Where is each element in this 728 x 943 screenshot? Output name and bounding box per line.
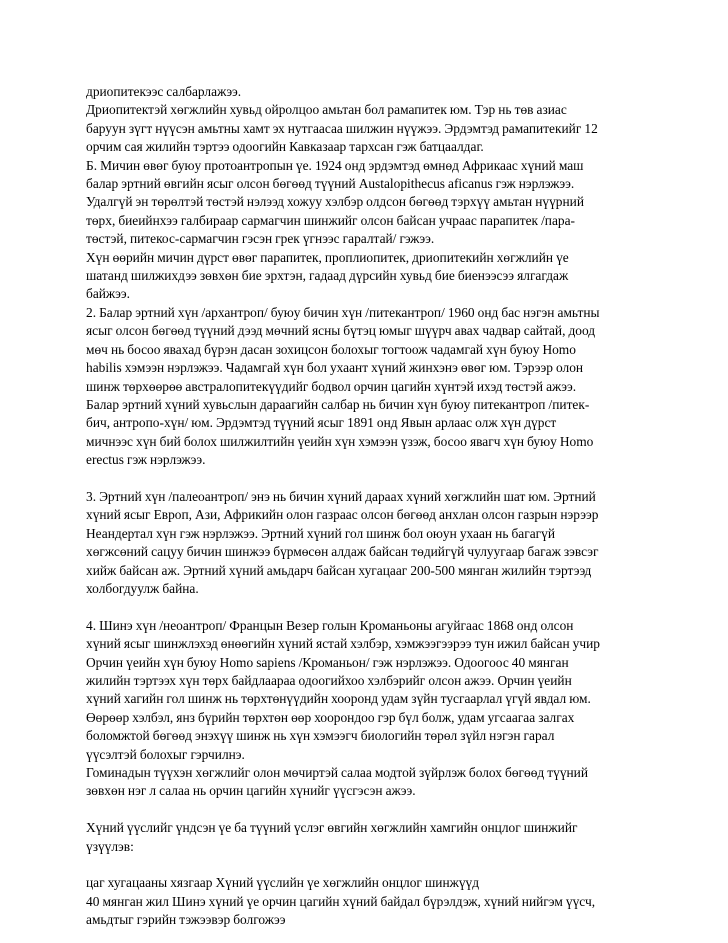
text-line: Дриопитектэй хөгжлийн хувьд ойролцоо амьтан бол рамапитек юм. Тэр нь төв азиас <box>86 102 567 118</box>
text-line: үзүүлэв: <box>86 838 134 854</box>
text-line: erectus гэж нэрлэжээ. <box>86 452 206 468</box>
text-line: бич, антропо-хүн/ юм. Эрдэмтэд түүний ясыг 1891 онд Явын арлаас олж хүн дүрст <box>86 415 557 431</box>
text-line: төстэй, питекос-сармагчин гэсэн грек үгнээс гаралтай/ гэжээ. <box>86 231 435 247</box>
text-line: 2. Балар эртний хүн /архантроп/ буюу бичин хүн /питекантроп/ 1960 онд бас нэгэн амьтны <box>86 304 600 320</box>
text-line: Хүн өөрийн мичин дүрст өвөг парапитек, проплиопитек, дриопитекийн хөгжлийн үе <box>86 249 569 265</box>
text-line: шинж төрхөөрөө австралопитекүүдийг бодвол орчин цагийн хүнтэй ихэд төстэй ажээ. <box>86 378 577 394</box>
text-line: хүний ясыг Европ, Ази, Африкийн олон газраас олсон бөгөөд анхлан олсон газрын нэрээр <box>86 507 599 523</box>
text-line: мөч нь босоо явахад бүрэн дасан зохицсон болохыг тогтоож чадамгай хүн буюу Homo <box>86 341 576 357</box>
paragraph-gap <box>86 598 656 616</box>
text-line: Хүний үүслийг үндсэн үе ба түүний үслэг өвгийн хөгжлийн хамгийн онцлог шинжийг <box>86 820 578 836</box>
text-line: балар эртний өвгийн ясыг олсон бөгөөд түүний Austalopithecus aficanus гэж нэрлэжээ. <box>86 176 575 192</box>
text-line: хөгжсөний сацуу бичин шинжээ бүрмөсөн алдаж байсан төдийгүй чулуугаар багаж зэвсэг <box>86 544 599 560</box>
text-line: орчим сая жилийн тэртээ одоогийн Кавказаар тархсан гэж батцаалдаг. <box>86 139 484 155</box>
text-line: хийж байсан аж. Эртний хүний амьдарч байсан хугацааг 200-500 мянган жилийн тэртээд <box>86 562 592 578</box>
text-line: жилийн тэртээх хүн төрх байдлаараа одоогийхоо хэлбэрийг олсон ажээ. Орчин үеийн <box>86 672 572 688</box>
text-line: 4. Шинэ хүн /неоантроп/ Францын Везер голын Кроманьоны агуйгаас 1868 онд олсон <box>86 617 574 633</box>
text-line: Удалгүй эн төрөлтэй төстэй нэлээд хожуу хэлбэр олдсон бөгөөд тэрхүү амьтан нүүрний <box>86 194 585 210</box>
text-line: зөвхөн нэг л салаа нь орчин цагийн хүнийг үүсгэсэн ажээ. <box>86 783 416 799</box>
text-line: ясыг олсон бөгөөд түүний дээд мөчний ясны бүтэц юмыг шүүрч авах чадвар сайтай, доод <box>86 323 596 339</box>
text-line: 40 мянган жил Шинэ хүний үе орчин цагийн хүний байдал бүрэлдэж, хүний нийгэм үүсч, <box>86 893 596 909</box>
paragraph-gap <box>86 856 656 874</box>
text-line: дриопитекээс салбарлажээ. <box>86 84 242 99</box>
text-line: Орчин үеийн хүн буюу Homo sapiens /Кроманьон/ гэж нэрлэжээ. Одоогоос 40 мянган <box>86 654 569 670</box>
text-line: үүсэлтэй болохыг гэрчилнэ. <box>86 746 245 762</box>
text-line: баруун зүгт нүүсэн амьтны хамт эх нутгаасаа шилжин нүүжээ. Эрдэмтэд рамапитекийг 12 <box>86 120 598 136</box>
text-line: цаг хугацааны хязгаар Хүний үүслийн үе хөгжлийн онцлог шинжүүд <box>86 875 480 891</box>
text-line: боломжтой бөгөөд энэхүү шинж нь хүн хэмээгч биологийн төрөл зүйл нэгэн гарал <box>86 728 555 744</box>
text-line: Неандертал хүн гэж нэрлэжээ. Эртний хүний гол шинж бол оюун ухаан нь багагүй <box>86 525 556 541</box>
paragraph-gap <box>86 801 656 819</box>
text-line: Өөрөөр хэлбэл, янз бүрийн төрхтөн өөр хоорондоо гэр бүл болж, удам угсаагаа залгах <box>86 709 575 725</box>
text-line: төрх, биеийнхээ галбираар сармагчин шинжийг олсон байсан учраас парапитек /пара- <box>86 212 576 228</box>
text-line: хүний хагийн гол шинж нь төрхтөнүүдийн хооронд удам зүйн тусгаарлал үгүй явдал юм. <box>86 691 591 707</box>
text-line: шатанд шилжихдээ зөвхөн бие эрхтэн, гадаад дүрсийн хувьд бие биенээсээ ялгагдаж <box>86 268 569 284</box>
paragraph-gap <box>86 470 656 488</box>
text-line: habilis хэмээн нэрлэжээ. Чадамгай хүн бол ухаант хүний жинхэнэ өвөг юм. Тэрээр олон <box>86 360 584 376</box>
text-line: холбогдуулж байна. <box>86 580 199 596</box>
text-line: Б. Мичин өвөг буюу протоантропын үе. 1924 онд эрдэмтэд өмнөд Африкаас хүний маш <box>86 157 584 173</box>
text-line: хүний ясыг шинжлэхэд өнөөгийн хүний ястай хэлбэр, хэмжээгээрээ тун ижил байсан учир <box>86 636 600 652</box>
text-line: Балар эртний хүний хувьслын дараагийн салбар нь бичин хүн буюу питекантроп /питек- <box>86 396 590 412</box>
text-line: амьдтыг гэрийн тэжээвэр болгожээ <box>86 912 286 928</box>
document-body <box>86 83 656 930</box>
text-line: Гоминадын түүхэн хөгжлийг олон мөчиртэй салаа модтой зүйрлэж болох бөгөөд түүний <box>86 765 589 780</box>
text-line: байжээ. <box>86 286 131 302</box>
text-line: мичнээс хүн бий болох шилжилтийн үеийн хүн хэмээн үзэж, босоо явагч хүн буюу Homo <box>86 433 594 449</box>
text-line: 3. Эртний хүн /палеоантроп/ энэ нь бичин хүний дараах хүний хөгжлийн шат юм. Эртний <box>86 488 596 504</box>
